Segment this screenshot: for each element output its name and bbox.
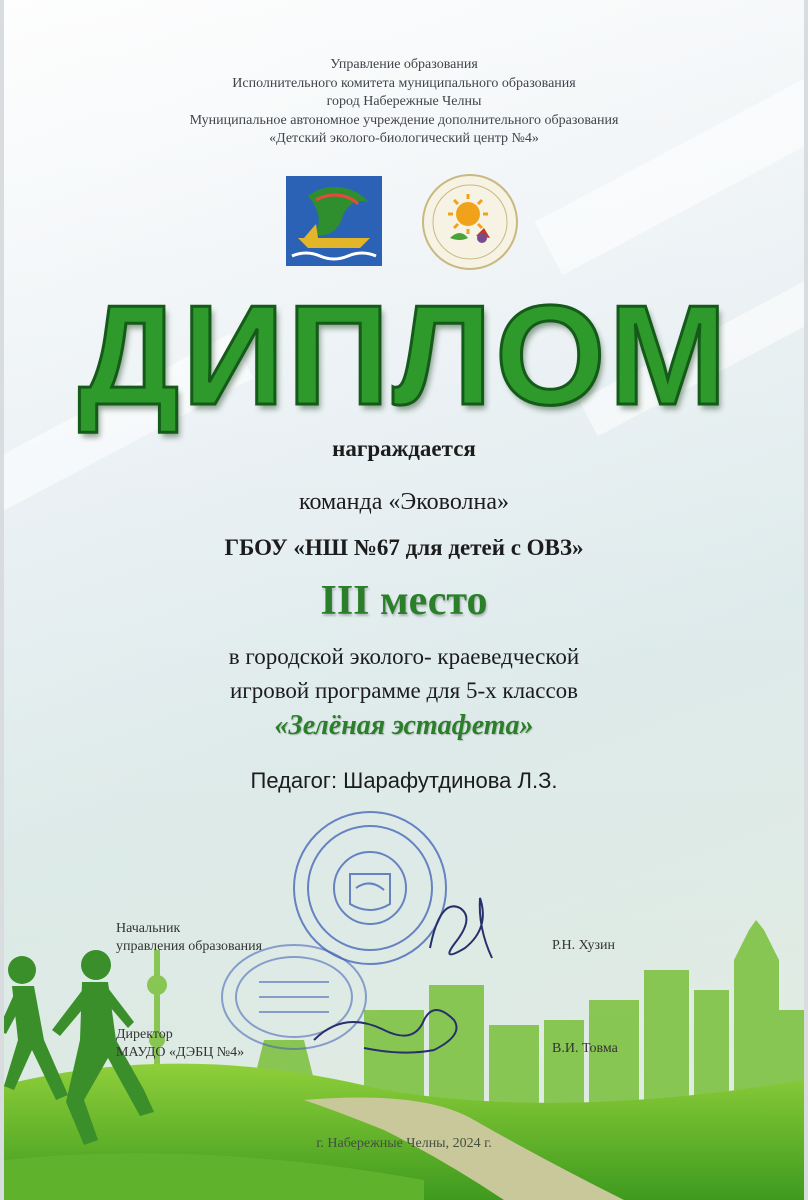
logos-row <box>4 172 804 272</box>
program-name: «Зелёная эстафета» <box>274 710 534 741</box>
description-line: в городской эколого- краеведческой <box>228 644 580 669</box>
signature-title-line: МАУДО «ДЭБЦ №4» <box>116 1045 245 1060</box>
signature-block-2-title <box>116 1026 244 1062</box>
diploma-title: ДИПЛОМ <box>78 276 730 435</box>
signature-block-1-name: Р.Н. Хузин <box>552 938 616 953</box>
issuer-header <box>4 56 804 149</box>
signature-khuzin-icon <box>420 888 500 978</box>
header-line: «Детский эколого-биологический центр №4» <box>269 131 539 146</box>
header-line: Исполнительного комитета муниципального образования <box>232 75 576 91</box>
team-name: команда «Эковолна» <box>299 489 509 515</box>
awarded-label: награждается <box>332 436 476 461</box>
signature-tovma-icon <box>304 990 484 1060</box>
footer-place-date: г. Набережные Челны, 2024 г. <box>316 1136 492 1151</box>
diploma-sheet <box>4 0 804 1200</box>
description-line: игровой программе для 5-х классов <box>229 678 579 703</box>
event-description <box>4 640 804 708</box>
header-line: Муниципальное автономное учреждение дополнительного образования <box>189 112 619 128</box>
eco-center-logo-icon <box>420 172 520 272</box>
place-result: III место <box>320 578 488 624</box>
header-line: Управление образования <box>330 57 478 72</box>
city-emblem-icon <box>286 176 382 266</box>
signature-block-1-title <box>116 920 262 956</box>
header-line: город Набережные Челны <box>326 94 482 109</box>
signature-title-line: Директор <box>116 1027 173 1042</box>
signature-title-line: управления образования <box>116 939 263 954</box>
school-name: ГБОУ «НШ №67 для детей с ОВЗ» <box>224 535 584 560</box>
signature-block-2-name: В.И. Товма <box>552 1041 618 1056</box>
signature-title-line: Начальник <box>116 921 181 936</box>
teacher-name: Педагог: Шарафутдинова Л.З. <box>250 768 558 793</box>
